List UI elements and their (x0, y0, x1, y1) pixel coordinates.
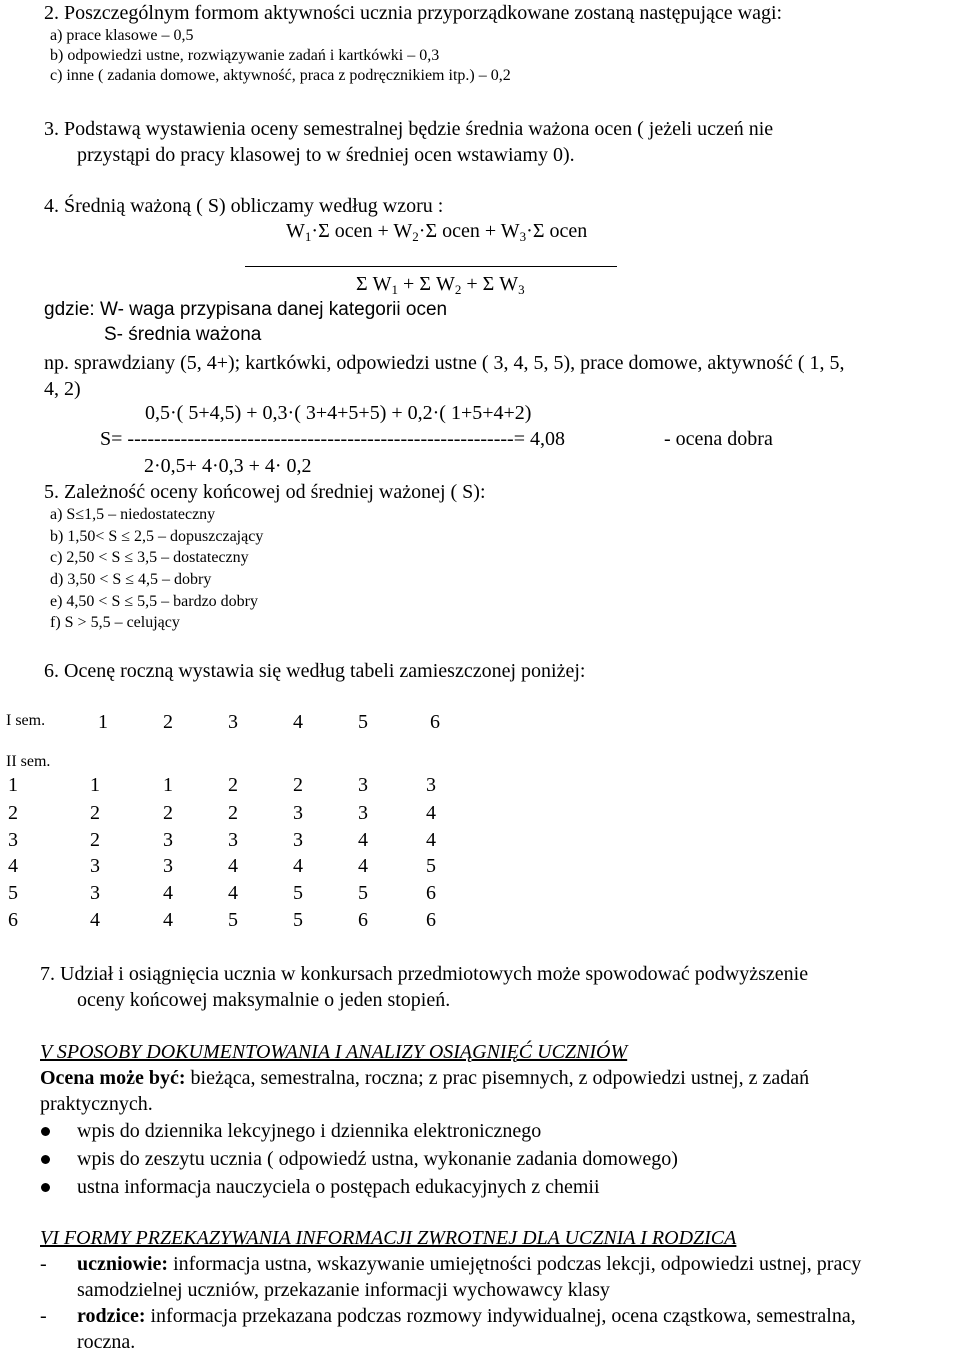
table-cell: 3 (163, 829, 173, 851)
section-v-lead (40, 1066, 809, 1090)
table-cell: 1 (90, 774, 100, 796)
section-2-title: 2. Poszczególnym formom aktywności ucznia przyporządkowane zostaną następujące wagi: (44, 2, 783, 24)
table-cell: 4 (358, 829, 368, 851)
table-cell: 4 (163, 882, 173, 904)
sem1-label: I sem. (6, 712, 46, 729)
calc-result: - ocena dobra (664, 428, 773, 450)
table-cell: 3 (90, 882, 100, 904)
table-cell: 2 (90, 829, 100, 851)
table-cell: 5 (8, 882, 18, 904)
formula-denominator: Σ $W_1 + \Sigma$ $W_2 + \Sigma$ $W_3$ (356, 273, 525, 297)
table-cell: 6 (426, 909, 436, 931)
header-cell: 3 (228, 711, 238, 733)
parents-text: informacja przekazana podczas rozmowy indywidualnej, ocena cząstkowa, semestralna, (145, 1305, 856, 1327)
formula-numerator: $W_1\cdot\Sigma$ ocen + $W_2\cdot\Sigma$ ocen + $W_3\cdot\Sigma$ ocen (286, 220, 588, 244)
grade-range-d: d) 3,50 < S ≤ 4,5 – dobry (50, 571, 212, 588)
bullet-item: wpis do zeszytu ucznia ( odpowiedź ustna, wykonanie zadania domowego) (77, 1148, 678, 1170)
table-cell: 4 (426, 829, 436, 851)
lead-text: bieżąca, semestralna, roczna; z prac pisemnych, z odpowiedzi ustnej, z zadań (185, 1067, 810, 1089)
table-cell: 2 (293, 774, 303, 796)
gdzie-line2: S- średnia ważona (104, 324, 262, 345)
students-text: informacja ustna, wskazywanie umiejętności podczas lekcji, odpowiedzi ustnej, pracy (168, 1253, 862, 1275)
grade-range-e: e) 4,50 < S ≤ 5,5 – bardzo dobry (50, 593, 258, 610)
section-3-line1: 3. Podstawą wystawienia oceny semestralnej będzie średnia ważona ocen ( jeżeli uczeń nie (44, 118, 774, 140)
calc-numerator: 0,5·( 5+4,5) + 0,3·( 3+4+5+5) + 0,2·( 1+5+4+2) (145, 402, 532, 424)
table-cell: 3 (426, 774, 436, 796)
section-v-lead-cont: praktycznych. (40, 1093, 153, 1115)
header-cell: 6 (430, 711, 440, 733)
section-vi-heading (40, 1226, 736, 1250)
students-label: uczniowie: (77, 1253, 169, 1275)
bullet-item: wpis do dziennika lekcyjnego i dziennika elektronicznego (77, 1120, 542, 1142)
table-cell: 2 (228, 802, 238, 824)
calc-fraction: S= ----------------------------------------------------------= 4,08 (100, 428, 565, 450)
dash-marker: - (40, 1253, 47, 1275)
table-cell: 4 (90, 909, 100, 931)
header-cell: 1 (98, 711, 108, 733)
table-cell: 3 (293, 829, 303, 851)
table-cell: 3 (8, 829, 18, 851)
weight-item-b: b) odpowiedzi ustne, rozwiązywanie zadań i kartkówki – 0,3 (50, 47, 440, 64)
table-cell: 5 (293, 909, 303, 931)
table-cell: 6 (426, 882, 436, 904)
bullet-icon (41, 1155, 50, 1164)
parents-label: rodzice: (77, 1305, 146, 1327)
section-v-heading-text: V SPOSOBY DOKUMENTOWANIA I ANALIZY OSIĄGNIĘĆ UCZNIÓW (40, 1041, 628, 1063)
grade-range-a: a) S≤1,5 – niedostateczny (50, 506, 216, 523)
table-cell: 4 (293, 855, 303, 877)
table-cell: 6 (358, 909, 368, 931)
bullet-icon (41, 1183, 50, 1192)
table-cell: 2 (8, 802, 18, 824)
section-7-line2: oceny końcowej maksymalnie o jeden stopień. (77, 989, 451, 1011)
table-cell: 6 (8, 909, 18, 931)
recipient-students (77, 1252, 861, 1276)
dash-marker: - (40, 1305, 47, 1327)
table-cell: 3 (358, 802, 368, 824)
section-vi-heading-text: VI FORMY PRZEKAZYWANIA INFORMACJI ZWROTNEJ DLA UCZNIA I RODZICA (40, 1227, 737, 1249)
calc-denominator: 2·0,5+ 4·0,3 + 4· 0,2 (144, 455, 312, 477)
section-6-title: 6. Ocenę roczną wystawia się według tabeli zamieszczonej poniżej: (44, 660, 586, 682)
fraction-line (245, 266, 617, 267)
table-cell: 5 (293, 882, 303, 904)
bullet-icon (41, 1127, 50, 1136)
table-cell: 1 (8, 774, 18, 796)
recipient-parents-cont: roczna. (77, 1331, 136, 1353)
table-cell: 3 (163, 855, 173, 877)
section-4-title: 4. Średnią ważoną ( S) obliczamy według wzoru : (44, 195, 444, 217)
lead-bold: Ocena może być: (40, 1067, 186, 1089)
table-cell: 4 (228, 882, 238, 904)
table-cell: 2 (228, 774, 238, 796)
table-cell: 4 (358, 855, 368, 877)
section-7-line1: 7. Udział i osiągnięcia ucznia w konkursach przedmiotowych może spowodować podwyższenie (40, 963, 809, 985)
table-cell: 4 (163, 909, 173, 931)
section-5-title: 5. Zależność oceny końcowej od średniej ważonej ( S): (44, 481, 486, 503)
table-cell: 5 (228, 909, 238, 931)
table-cell: 3 (90, 855, 100, 877)
grade-range-b: b) 1,50< S ≤ 2,5 – dopuszczający (50, 528, 264, 545)
table-cell: 5 (358, 882, 368, 904)
example-line2: 4, 2) (44, 378, 81, 400)
header-cell: 2 (163, 711, 173, 733)
table-cell: 3 (228, 829, 238, 851)
header-cell: 4 (293, 711, 303, 733)
section-3-line2: przystąpi do pracy klasowej to w średniej ocen wstawiamy 0). (77, 144, 575, 166)
grade-range-c: c) 2,50 < S ≤ 3,5 – dostateczny (50, 549, 249, 566)
example-line1: np. sprawdziany (5, 4+); kartkówki, odpowiedzi ustne ( 3, 4, 5, 5), prace domowe, aktywność ( 1, 5, (44, 352, 845, 374)
bullet-item: ustna informacja nauczyciela o postępach edukacyjnych z chemii (77, 1176, 600, 1198)
grade-range-f: f) S > 5,5 – celujący (50, 614, 180, 631)
table-cell: 4 (8, 855, 18, 877)
section-v-heading (40, 1040, 627, 1064)
weight-item-c: c) inne ( zadania domowe, aktywność, praca z podręcznikiem itp.) – 0,2 (50, 67, 511, 84)
table-cell: 5 (426, 855, 436, 877)
table-cell: 3 (358, 774, 368, 796)
weight-item-a: a) prace klasowe – 0,5 (50, 27, 194, 44)
table-cell: 2 (90, 802, 100, 824)
gdzie-line1: gdzie: W- waga przypisana danej kategorii ocen (44, 299, 448, 320)
sem2-label: II sem. (6, 753, 51, 770)
header-cell: 5 (358, 711, 368, 733)
table-cell: 3 (293, 802, 303, 824)
table-cell: 4 (426, 802, 436, 824)
table-cell: 4 (228, 855, 238, 877)
table-cell: 1 (163, 774, 173, 796)
table-cell: 2 (163, 802, 173, 824)
recipient-parents (77, 1304, 856, 1328)
recipient-students-cont: samodzielnej uczniów, przekazanie informacji wychowawcy klasy (77, 1279, 610, 1301)
